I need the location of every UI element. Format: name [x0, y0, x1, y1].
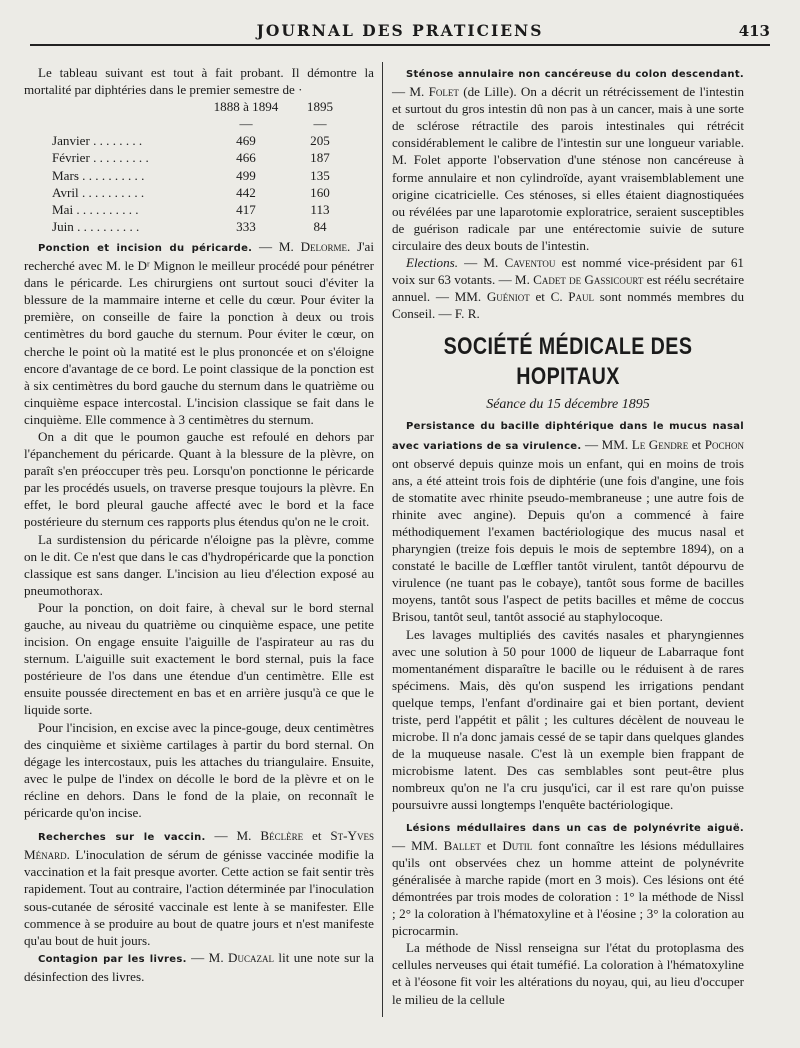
stenose-section: Sténose annulaire non cancéreuse du colon descendant. — M. Folet (de Lille). On a décrit un rétrécissement de l'intestin et surtout du gros intestin dû non pas à un cancer, mais à une sorte de sclérose rétractile des parois intestinales qui rétrécit considérablement le calibre de l'intestin sur une longueur variable. M. Folet apporte l'observation d'une sténose non cancéreuse à forme annulaire et non cylindroïde, ayant vraisemblablement une origine cicatricielle. Ces sténoses, si elles étaient diagnostiquées ou révélées par une laparotomie exploratrice, seraient susceptibles de guérison radicale par une entérectomie suivie de suture circulaire des deux bouts de l'intestin.	[392, 69, 744, 253]
table-row: Mars . . . . . . . . . . 499 135	[52, 167, 330, 183]
journal-title: JOURNAL DES PRATICIENS	[256, 21, 544, 40]
person-name: Cadet de Gassicourt	[533, 272, 644, 288]
lesions-section: Lésions médullaires dans un cas de polynévrite aiguë. — MM. Ballet et Dutil font connaître les lésions médullaires qu'ils ont observées chez un homme atteint de polynévrite généralisée à marche rapide (mort en 3 mois). Ces lésions ont été démontrées par trois modes de coloration : 1° la méthode de Nissl ; 2° la coloration à l'hématoxyline et à l'éosine ; 3° la coloration au picrocarmin.	[392, 822, 745, 939]
elections-label: Elections.	[406, 255, 458, 271]
body-paragraph: La méthode de Nissl renseigna sur l'état du protoplasma des cellules nerveuses qui était tuméfié. La coloration à l'hématoxyline et à l'éosone fit voir les altérations du noyau, qui, au lieu d'occuper le milieu de la cellule	[392, 940, 744, 1007]
section-heading: Persistance du bacille diphtérique dans le mucus nasal avec variations de sa virulence.	[392, 421, 744, 452]
column-header-period: 1888 à 1894	[213, 99, 279, 115]
intro-paragraph: Le tableau suivant est tout à fait probant. Il démontre la mortalité par diphtéries dans le premier semestre de ·	[24, 65, 374, 98]
society-title: SOCIÉTÉ MÉDICALE DES HOPITAUX	[443, 333, 693, 391]
body-paragraph: Les lavages multipliés des cavités nasales et pharyngiennes avec une solution à 50 pour 1000 de liqueur de Labarraque font momentanément disparaître le bacille ou le réduisent à de rares spécimens. Mais, dès qu'on suspend les irrigations pendant quelque temps, l'enfant d'ordinaire gai et bien portant, devient triste, perd l'appétit et pâlit ; les cultures décèlent de nouveau le microbe. Il n'a donc jamais cessé de se tapir dans quelques glandes de la muqueuse nasale. C'est là un exemple bien frappant de microbisme latent. Des cas semblables sont peut-être plus nombreux qu'on ne l'a cru jusqu'ici, car il est rare qu'on puisse poursuivre aussi longtemps l'enquête bactériologique.	[392, 626, 744, 813]
ponction-section: Ponction et incision du péricarde. — M. Delorme. J'ai recherché avec M. le Dʳ Mignon le meilleur procédé pour pénétrer dans le péricarde. Les chirurgiens ont surtout souci d'éviter la blessure de la mammaire interne et celle du cœur. Pour éviter la première, on conseille de faire la ponction à deux ou trois centimètres du bord gauche du sternum. Pour éviter le cœur, on cherche le point où la matité est le plus prononcée et on s'éloigne encore d'avantage de ce bord. Le point classique de la ponction est à six centimètres du bord gauche du sternum dans le quatrième ou cinquième espace intercostal. L'incision classique se fait dans le cinquième. Elle commence à 3 centimètres du sternum.	[24, 238, 374, 427]
mortality-table	[24, 98, 340, 235]
table-row: Février . . . . . . . . . 466 187	[52, 150, 330, 166]
person-name: Paul	[568, 289, 595, 305]
person-name: Caventou	[504, 255, 556, 271]
table-row: Janvier . . . . . . . . 469 205	[52, 133, 330, 149]
left-column	[24, 64, 374, 985]
section-heading: Sténose annulaire non cancéreuse du colon descendant.	[406, 69, 744, 80]
section-heading: Lésions médullaires dans un cas de polynévrite aiguë.	[406, 822, 744, 834]
author-name: Béclère	[260, 828, 304, 844]
body-paragraph: On a dit que le poumon gauche est refoulé en dehors par l'épanchement du péricarde. Quant à la blessure de la plèvre, on paraît s'en préoccuper très peu. Lorsqu'on ponctionne le péricarde par les procédés usuels, on traverse presque toujours la plèvre. En effet, le bord pleural gauche affecté avec le bord et la face postérieure du sternum ces rapports plus étendus qu'on ne le croit.	[24, 428, 374, 530]
bacille-section: Persistance du bacille diphtérique dans le mucus nasal avec variations de sa virulence. — MM. Le Gendre et Pochon ont observé depuis quinze mois un enfant, qui en moins de trois ans, a été atteint trois fois de diphtérie (une fois d'angine, une fois de stomatite avec rhinite pseudo-membraneuse ; une autre fois de rhinite avec angine). Depuis qu'on a commencé à faire méthodiquement l'examen bactériologique des mucus nasal et pharyngien (treize fois depuis le mois de septembre 1894), on a constaté le bacille de Lœffler tantôt virulent, tantôt dépourvu de virulence (ne tuant pas le cobaye), tantôt sous forme de bacilles moyens, tantôt sous l'aspect de petits bacilles et même de coccus Brisou, tantôt seul, tantôt associé au staphylocoque.	[392, 421, 744, 625]
table-row: Juin . . . . . . . . . . 333 84	[52, 218, 327, 234]
author-name: Dutil	[502, 837, 533, 853]
body-paragraph: Pour la ponction, on doit faire, à cheval sur le bord sternal gauche, au niveau du quatrième ou cinquième espace, une petite incision. On engage ensuite l'aiguille de l'aspirateur au ras du sternum. L'aiguille suit exactement le bord sternal, puis la face postérieure de l'os dans une étendue d'un centimètre. Elle est ensuite poussée directement en bas et en arrière jusqu'à ce que le liquide sorte.	[24, 599, 374, 718]
page-header	[30, 18, 770, 46]
page-number: 413	[738, 22, 770, 40]
section-heading: Recherches sur le vaccin.	[38, 832, 206, 844]
column-header-year: 1895	[306, 99, 334, 115]
author-name: Folet	[428, 84, 459, 100]
table-dash-row: — —	[239, 116, 327, 132]
author-name: Le Gendre	[631, 436, 689, 452]
author-name: Ballet	[443, 837, 481, 853]
column-divider	[382, 62, 383, 1017]
elections-paragraph: Elections. — M. Caventou est nommé vice-président par 61 voix sur 63 votants. — M. Cadet de Gassicourt est réélu secrétaire annuel. — MM. Guéniot et C. Paul sont nommés membres du Conseil. — F. R.	[392, 255, 745, 322]
right-column	[392, 64, 744, 1008]
author-name: St-Yves Ménard	[24, 828, 374, 863]
vaccin-section: Recherches sur le vaccin. — M. Béclère et St-Yves Ménard. L'inoculation de sérum de génisse vaccinée modifie la vaccination et la fait presque avorter. Cette action se fait sentir très rapidement. Tout au contraire, l'action déterminée par l'inoculation sous-cutanée de sérosité vaccinale est lente à se manifester. Elle commence à se produire au bout de quatre jours et n'est manifeste qu'au bout de huit jours.	[24, 828, 374, 948]
table-header-row	[24, 98, 340, 115]
contagion-section: Contagion par les livres. — M. Ducazal lit une note sur la désinfection des livres.	[24, 949, 374, 984]
table-row: Mai . . . . . . . . . . 417 113	[52, 201, 330, 217]
section-heading: Contagion par les livres.	[38, 953, 187, 965]
body-paragraph: Pour l'incision, en excise avec la pince-gouge, deux centimètres des cinquième et sixième cartilages à partir du bord sternal. On dégage les intercostaux, puis les attaches du triangulaire. Ensuite, avec le pulpe de l'index on décolle le bord de la plèvre et on le récline en dehors. Dans le fond de la plaie, on reconnaît le péricarde qu'on incise.	[24, 719, 374, 821]
session-date: Séance du 15 décembre 1895	[486, 397, 650, 413]
author-name: Pochon	[704, 436, 744, 452]
author-name: Delorme	[300, 238, 348, 254]
table-row: Avril . . . . . . . . . . 442 160	[52, 184, 330, 200]
body-paragraph: La surdistension du péricarde n'éloigne pas la plèvre, comme on le dit. Ce n'est que dans le cas d'hydropéricarde que la ponction classique est sans danger. L'incision au lieu d'élection exposé au pneumothorax.	[24, 531, 374, 598]
section-heading: Ponction et incision du péricarde.	[38, 242, 253, 254]
person-name: Guéniot	[486, 289, 530, 305]
author-name: Ducazal	[228, 949, 274, 965]
